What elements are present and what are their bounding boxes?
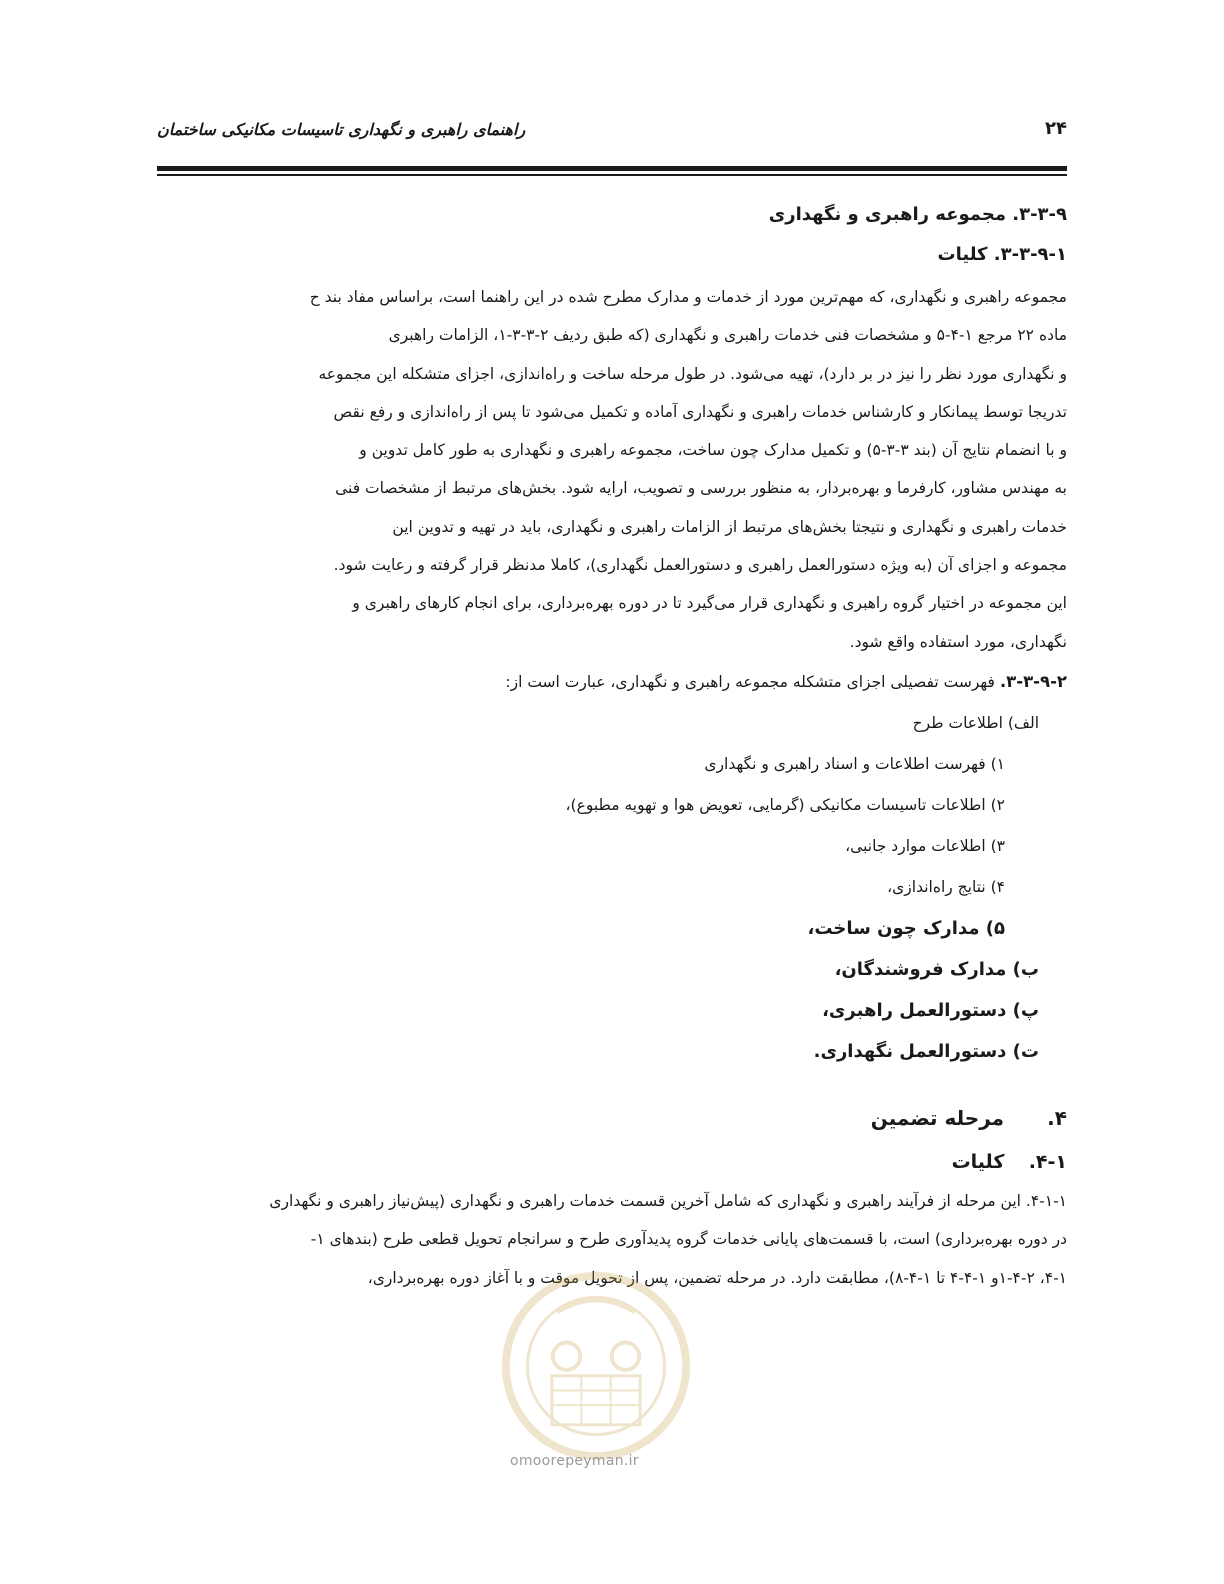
page-header: [157, 118, 1067, 152]
list-item-a2: ۲) اطلاعات تاسیسات مکانیکی (گرمایی، تعویض هوا و تهویه مطبوع)،: [565, 795, 1005, 814]
chapter-title: مرحله تضمین: [870, 1105, 1005, 1130]
list-item-a4: ۴) نتایج راه‌اندازی،: [887, 877, 1005, 896]
section-heading-3-3-9: ۳-۳-۹. مجموعه راهبری و نگهداری: [768, 204, 1067, 225]
header-rule-thin: [157, 174, 1067, 176]
list-item-a5: ۵) مدارک چون ساخت،: [807, 917, 1005, 939]
section-title: کلیات: [951, 1150, 1005, 1173]
list-item-a1: ۱) فهرست اطلاعات و اسناد راهبری و نگهداری: [704, 754, 1005, 773]
para-line: این مجموعه در اختیار گروه راهبری و نگهداری قرار می‌گیرد تا در دوره بهره‌برداری، برای انجام کارهای راهبری و: [352, 594, 1067, 613]
section-heading-3-3-9-1: ۳-۳-۹-۱. کلیات: [937, 244, 1067, 265]
list-item-b: ب) مدارک فروشندگان،: [834, 958, 1039, 980]
para-line: و نگهداری مورد نظر را نیز در بر دارد)، تهیه می‌شود. در طول مرحله ساخت و راه‌اندازی، اجزای متشکله این مجموعه: [318, 364, 1067, 383]
list-intro: [157, 661, 1067, 703]
para-line: ماده ۲۲ مرجع ۱-۴-۵ و مشخصات فنی خدمات راهبری و نگهداری (که طبق ردیف ۲-۳-۳-۱، الزامات راهبری: [388, 326, 1067, 345]
running-title: راهنمای راهبری و نگهداری تاسیسات مکانیکی ساختمان: [157, 120, 526, 139]
general-paragraph: [157, 278, 1067, 661]
list-intro-number: ۳-۳-۹-۲.: [999, 671, 1067, 691]
para-line: در دوره بهره‌برداری) است، با قسمت‌های پایانی خدمات گروه پدیدآوری طرح و سرانجام تحویل قطعی طرح (بندهای ۱-: [310, 1230, 1067, 1249]
para-line: مجموعه راهبری و نگهداری، که مهم‌ترین مورد از خدمات و مدارک مطرح شده در این راهنما است، براساس مفاد بند ح: [309, 288, 1067, 306]
para-line: نگهداری، مورد استفاده واقع شود.: [849, 632, 1067, 651]
para-line: خدمات راهبری و نگهداری و نتیجتا بخش‌های مرتبط از الزامات راهبری و نگهداری، باید در تهیه و تدوین این: [392, 517, 1067, 536]
watermark-site: omoorepeyman.ir: [510, 1453, 639, 1469]
para-line: تدریجا توسط پیمانکار و کارشناس خدمات راهبری و نگهداری آماده و تکمیل می‌شود تا پس از راه‌اندازی و رفع نقص: [333, 402, 1067, 421]
section-heading-4-1: [157, 1142, 1067, 1182]
list-item-p: پ) دستورالعمل راهبری،: [822, 999, 1039, 1021]
chapter-heading-4: [157, 1098, 1067, 1138]
page-number: ۲۴: [1045, 118, 1067, 139]
watermark-seal-icon: [498, 1266, 694, 1466]
para-line: و با انضمام نتایج آن (بند ۳-۳-۵) و تکمیل مدارک چون ساخت، مجموعه راهبری و نگهداری به طور کامل تدوین و: [359, 441, 1067, 460]
page-body: [157, 200, 1067, 1297]
list-item-a3: ۳) اطلاعات موارد جانبی،: [845, 836, 1005, 855]
section-number: ۴-۱.: [1028, 1150, 1067, 1173]
para-line: ۴-۱، ۱-۴-۲و ۱-۴-۴ تا ۱-۴-۸)، مطابقت دارد. در مرحله تضمین، پس از تحویل موقت و با آغاز دوره بهره‌برداری،: [367, 1268, 1067, 1287]
chapter-number: ۴.: [1047, 1105, 1067, 1130]
list-intro-text: فهرست تفصیلی اجزای متشکله مجموعه راهبری و نگهداری، عبارت است از:: [505, 672, 995, 691]
para-line: مجموعه و اجزای آن (به ویژه دستورالعمل راهبری و دستورالعمل نگهداری)، کاملا مدنظر قرار گرفته و رعایت شود.: [333, 556, 1067, 575]
para-line: ۴-۱-۱. این مرحله از فرآیند راهبری و نگهداری که شامل آخرین قسمت خدمات راهبری و نگهداری (پیش‌نیاز راهبری و نگهداری: [269, 1191, 1067, 1210]
list-item-t: ت) دستورالعمل نگهداری.: [813, 1040, 1039, 1062]
header-rule-thick: [157, 166, 1067, 171]
para-line: به مهندس مشاور، کارفرما و بهره‌بردار، به منظور بررسی و تصویب، ارایه شود. بخش‌های مرتبط از مشخصات فنی: [335, 479, 1067, 498]
list-item-a: الف) اطلاعات طرح: [912, 713, 1039, 732]
